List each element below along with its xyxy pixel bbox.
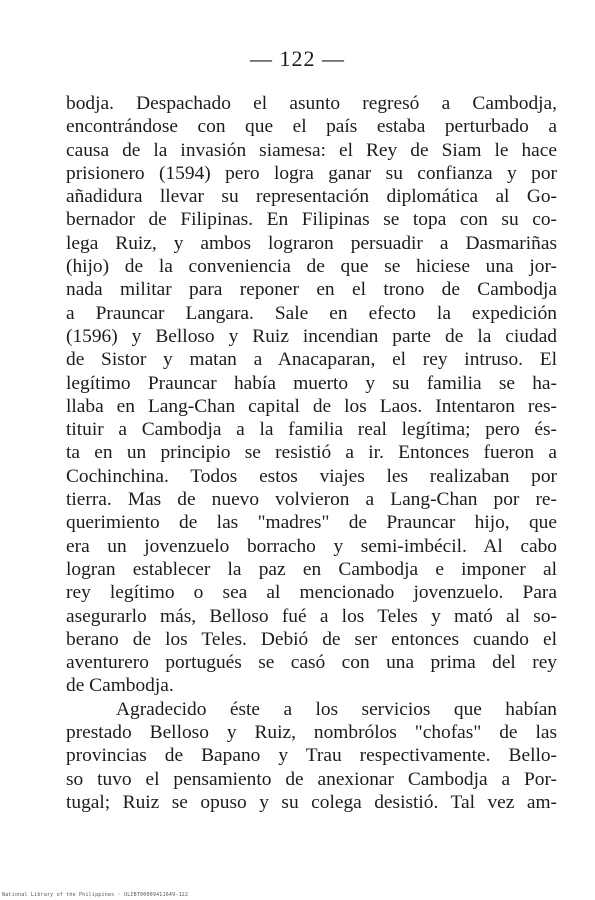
text-line: Cochinchina. Todos estos viajes les realizaban por (66, 465, 557, 487)
text-line: a Prauncar Langara. Sale en efecto la expedición (66, 302, 557, 324)
paragraph-start-line: Agradecido éste a los servicios que habían (116, 698, 557, 720)
text-line: era un jovenzuelo borracho y semi-imbécil. Al cabo (66, 535, 557, 557)
text-line: rey legítimo o sea al mencionado jovenzuelo. Para (66, 582, 557, 604)
text-line: bodja. Despachado el asunto regresó a Cambodja, (66, 93, 557, 114)
text-line: tugal; Ruiz se opuso y su colega desistió. Tal vez am- (66, 791, 557, 813)
text-line: llaba en Lang-Chan capital de los Laos. Intentaron res- (66, 395, 557, 417)
paragraph-end-line: de Cambodja. (66, 675, 174, 697)
text-line: lega Ruiz, y ambos lograron persuadir a Dasmariñas (66, 232, 557, 254)
text-line: aventurero portugués se casó con una prima del rey (66, 652, 557, 674)
text-line: prestado Belloso y Ruiz, nombrólos "chofas" de las (66, 722, 557, 744)
text-line: prisionero (1594) pero logra ganar su confianza y por (66, 162, 557, 184)
text-line: querimiento de las "madres" de Prauncar hijo, que (66, 512, 557, 534)
text-line: bernador de Filipinas. En Filipinas se topa con su co- (66, 209, 557, 231)
text-line: ta en un principio se resistió a ir. Entonces fueron a (66, 442, 557, 464)
text-line: so tuvo el pensamiento de anexionar Cambodja a Por- (66, 768, 557, 790)
text-line: (1596) y Belloso y Ruiz incendian parte de la ciudad (66, 325, 557, 347)
text-line: añadidura llevar su representación diplomática al Go- (66, 186, 557, 208)
text-line: tierra. Mas de nuevo volvieron a Lang-Chan por re- (66, 489, 557, 511)
text-line: berano de los Teles. Debió de ser entonces cuando el (66, 628, 557, 650)
body-text (66, 92, 557, 814)
text-line: causa de la invasión siamesa: el Rey de Siam le hace (66, 139, 557, 161)
text-line: provincias de Bapano y Trau respectivamente. Bello- (66, 745, 557, 767)
text-line: logran establecer la paz en Cambodja e imponer al (66, 558, 557, 580)
text-line: asegurarlo más, Belloso fué a los Teles y mató al so- (66, 605, 557, 627)
text-line: legítimo Prauncar había muerto y su familia se ha- (66, 372, 557, 394)
text-line: nada militar para reponer en el trono de Cambodja (66, 279, 557, 301)
text-line: de Sistor y matan a Anacaparan, el rey intruso. El (66, 349, 557, 371)
text-line: encontrándose con que el país estaba perturbado a (66, 116, 557, 138)
text-line: tituir a Cambodja a la familia real legítima; pero és- (66, 419, 557, 441)
text-line: (hijo) de la conveniencia de que se hiciese una jor- (66, 256, 557, 278)
page-number: — 122 — (250, 46, 345, 71)
library-footer: National Library of the Philippines · ULIBT00009411649-122 (2, 892, 189, 898)
